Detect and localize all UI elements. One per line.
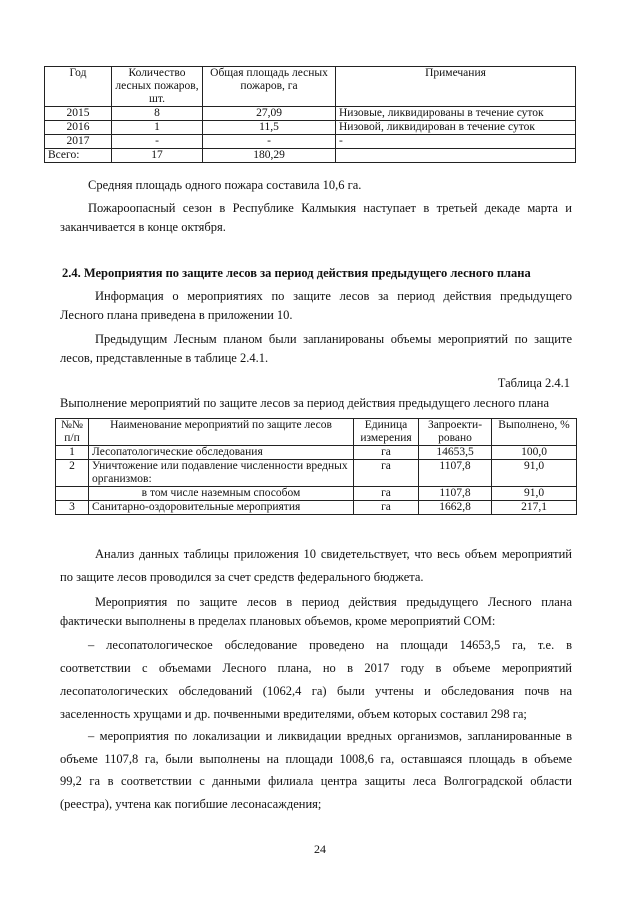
table-header-row [45, 67, 576, 107]
table-label: Таблица 2.4.1 [497, 376, 570, 390]
cell: га [354, 501, 419, 515]
page-number: 24 [314, 842, 326, 856]
cell: Всего: [45, 149, 112, 163]
paragraph-line: заселенность хрущами и др. почвенными вредителями, объем которых составил 298 га; [60, 707, 527, 721]
paragraph-line: – мероприятия по локализации и ликвидации вредных организмов, запланированные в [88, 729, 572, 743]
cell: - [203, 135, 336, 149]
cell: в том числе наземным способом [89, 487, 354, 501]
cell: Лесопатологические обследования [89, 446, 354, 460]
measures-table [55, 418, 577, 515]
cell: 17 [112, 149, 203, 163]
cell: 2016 [45, 121, 112, 135]
cell: 3 [56, 501, 89, 515]
paragraph-line: лесопатологических обследований (1062,4 га) были учтены и обследования почв на [60, 684, 572, 698]
cell [336, 149, 576, 163]
table-row [56, 501, 577, 515]
cell: 100,0 [492, 446, 577, 460]
table-header-row [56, 419, 577, 446]
paragraph-line: 99,2 га в соответствии с данными филиала центра защиты леса Волгоградской области [60, 774, 572, 788]
header-fire-count: Количество лесных пожаров, шт. [112, 67, 203, 107]
header-year: Год [45, 67, 112, 107]
header-planned: Запроекти-ровано [419, 419, 492, 446]
cell [56, 487, 89, 501]
paragraph-line: – лесопатологическое обследование проведено на площади 14653,5 га, т.е. в [88, 638, 572, 652]
cell: 11,5 [203, 121, 336, 135]
table-row [45, 107, 576, 121]
cell: 91,0 [492, 460, 577, 487]
season-text-line: заканчивается в конце октября. [60, 220, 226, 234]
cell: 8 [112, 107, 203, 121]
paragraph-line: Информация о мероприятиях по защите лесов за период действия предыдущего [95, 289, 572, 303]
paragraph-line: по защите лесов проводился за счет средств федерального бюджета. [60, 570, 424, 584]
avg-area-text: Средняя площадь одного пожара составила 10,6 га. [88, 178, 362, 192]
table-total-row [45, 149, 576, 163]
cell: 1 [112, 121, 203, 135]
cell: 1107,8 [419, 487, 492, 501]
paragraph-line: Предыдущим Лесным планом были запланированы объемы мероприятий по защите [95, 332, 572, 346]
cell: - [336, 135, 576, 149]
paragraph-line: Анализ данных таблицы приложения 10 свидетельствует, что весь объем мероприятий [95, 547, 572, 561]
cell: га [354, 460, 419, 487]
cell: - [112, 135, 203, 149]
table-row [56, 446, 577, 460]
paragraph-line: (реестра), учтена как погибшие лесонасаждения; [60, 797, 322, 811]
cell: 217,1 [492, 501, 577, 515]
cell: га [354, 487, 419, 501]
section-heading: 2.4. Мероприятия по защите лесов за период действия предыдущего лесного плана [62, 266, 531, 280]
header-number: №№ п/п [56, 419, 89, 446]
paragraph-line: фактически выполнены в пределах плановых объемов, кроме мероприятий СОМ: [60, 614, 496, 628]
table-row [56, 460, 577, 487]
paragraph-line: лесов, представленные в таблице 2.4.1. [60, 351, 269, 365]
cell: Низовой, ликвидирован в течение суток [336, 121, 576, 135]
header-notes: Примечания [336, 67, 576, 107]
cell: 1662,8 [419, 501, 492, 515]
cell: 27,09 [203, 107, 336, 121]
header-unit: Единица измерения [354, 419, 419, 446]
paragraph-line: Лесного плана приведена в приложении 10. [60, 308, 293, 322]
cell: 2017 [45, 135, 112, 149]
paragraph-line: Мероприятия по защите лесов в период действия предыдущего Лесного плана [95, 595, 572, 609]
cell: 2 [56, 460, 89, 487]
cell: 1107,8 [419, 460, 492, 487]
header-completed: Выполнено, % [492, 419, 577, 446]
cell: 2015 [45, 107, 112, 121]
table-row [45, 121, 576, 135]
cell: Санитарно-оздоровительные мероприятия [89, 501, 354, 515]
header-measure-name: Наименование мероприятий по защите лесов [89, 419, 354, 446]
header-fire-area: Общая площадь лесных пожаров, га [203, 67, 336, 107]
table-row [45, 135, 576, 149]
cell: 91,0 [492, 487, 577, 501]
cell: 1 [56, 446, 89, 460]
season-text-line: Пожароопасный сезон в Республике Калмыкия наступает в третьей декаде марта и [88, 201, 572, 215]
fires-table [44, 66, 576, 163]
cell: га [354, 446, 419, 460]
paragraph-line: объеме 1107,8 га, были выполнены на площади 1008,6 га, оставшаяся площадь в объеме [60, 752, 572, 766]
table-row [56, 487, 577, 501]
cell: 180,29 [203, 149, 336, 163]
table-caption: Выполнение мероприятий по защите лесов за период действия предыдущего лесного плана [60, 396, 550, 410]
cell: Низовые, ликвидированы в течение суток [336, 107, 576, 121]
cell: 14653,5 [419, 446, 492, 460]
paragraph-line: соответствии с объемами Лесного плана, но в 2017 году в объеме мероприятий [60, 661, 572, 675]
cell: Уничтожение или подавление численности вредных организмов: [89, 460, 354, 487]
